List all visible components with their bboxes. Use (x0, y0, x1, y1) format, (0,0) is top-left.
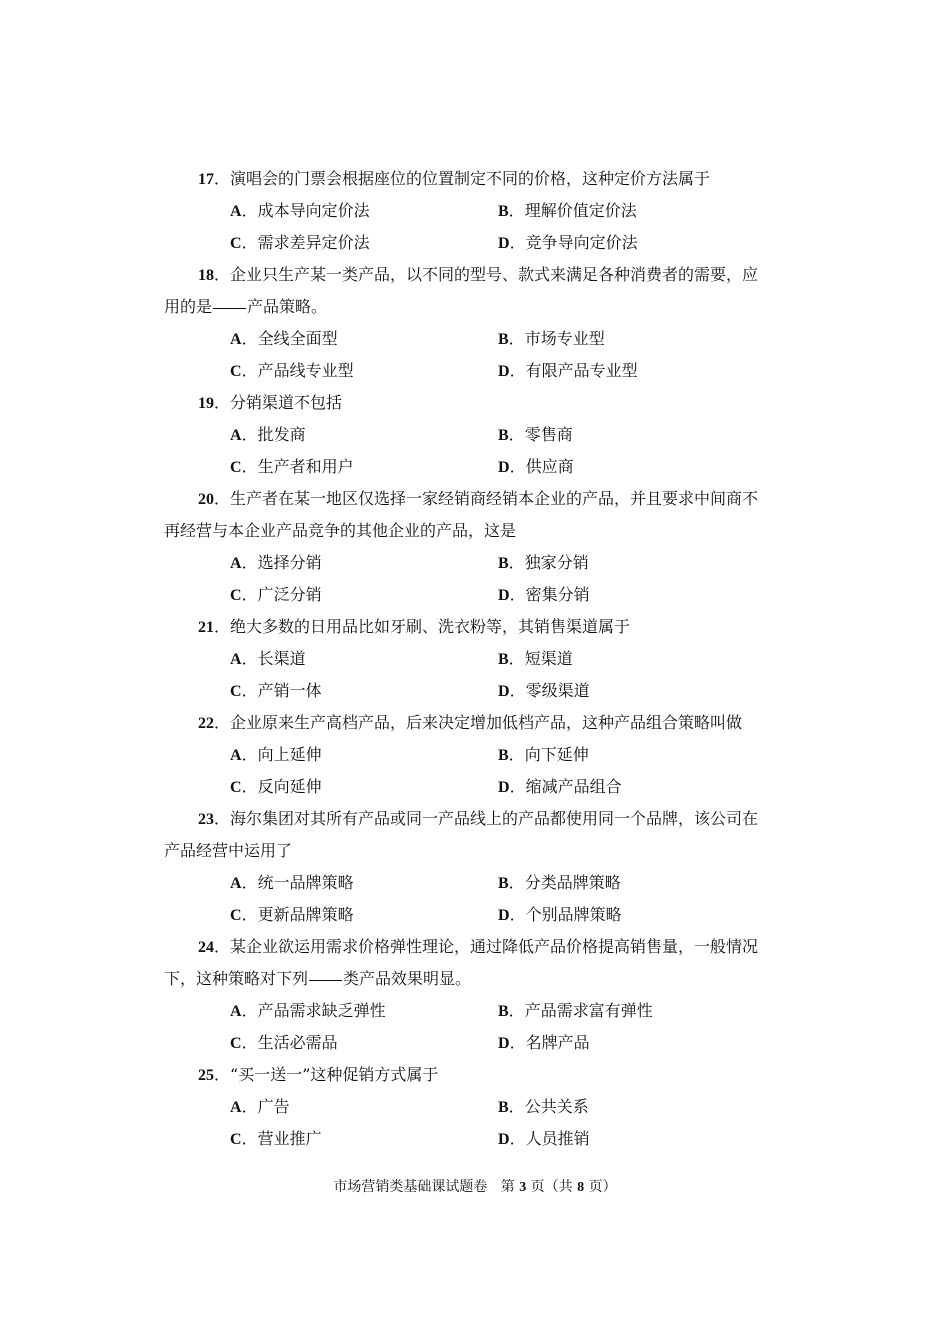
option-d: D．零级渠道 (498, 681, 590, 700)
option-b: B．理解价值定价法 (498, 201, 637, 220)
option-b: B．市场专业型 (498, 329, 605, 348)
page-footer: 市场营销类基础课试题卷 第 3 页（共 8 页） (333, 1179, 617, 1195)
option-a: A．成本导向定价法 (230, 201, 370, 220)
question-stem-continued: 产品经营中运用了 (164, 841, 293, 860)
option-b: B．产品需求富有弹性 (498, 1001, 653, 1020)
option-d: D．人员推销 (498, 1129, 590, 1148)
option-b: B．向下延伸 (498, 745, 589, 764)
option-d: D．个别品牌策略 (498, 905, 622, 924)
question-stem: 17．演唱会的门票会根据座位的位置制定不同的价格，这种定价方法属于 (198, 169, 711, 188)
question-stem: 22．企业原来生产高档产品，后来决定增加低档产品，这种产品组合策略叫做 (198, 713, 743, 732)
question-21 (164, 611, 790, 707)
total-pages: 8 (577, 1180, 585, 1195)
option-c: C．营业推广 (230, 1129, 322, 1148)
option-a: A．广告 (230, 1097, 290, 1116)
option-c: C．产品线专业型 (230, 361, 354, 380)
option-d: D．名牌产品 (498, 1033, 590, 1052)
option-b: B．零售商 (498, 425, 573, 444)
question-25 (164, 1059, 790, 1155)
option-d: D．供应商 (498, 457, 574, 476)
question-stem: 19．分销渠道不包括 (198, 393, 343, 412)
option-d: D．竞争导向定价法 (498, 233, 638, 252)
question-stem: 24．某企业欲运用需求价格弹性理论，通过降低产品价格提高销售量，一般情况 (198, 937, 759, 956)
question-stem: 25．“买一送一”这种促销方式属于 (198, 1065, 439, 1084)
question-list (164, 163, 790, 1155)
option-a: A．批发商 (230, 425, 306, 444)
question-23 (164, 803, 790, 931)
question-stem-continued: 下，这种策略对下列 类产品效果明显。 (164, 963, 790, 995)
option-d: D．缩减产品组合 (498, 777, 622, 796)
option-c: C．生活必需品 (230, 1033, 338, 1052)
option-c: C．需求差异定价法 (230, 233, 370, 252)
option-c: C．广泛分销 (230, 585, 322, 604)
question-stem: 23．海尔集团对其所有产品或同一产品线上的产品都使用同一个品牌，该公司在 (198, 809, 759, 828)
page-number: 3 (519, 1180, 527, 1195)
question-stem: 21．绝大多数的日用品比如牙刷、洗衣粉等，其销售渠道属于 (198, 617, 631, 636)
option-a: A．全线全面型 (230, 329, 338, 348)
question-stem-continued: 用的是 产品策略。 (164, 291, 790, 323)
question-stem-continued: 再经营与本企业产品竞争的其他企业的产品，这是 (164, 521, 517, 540)
option-d: D．密集分销 (498, 585, 590, 604)
answer-blank (309, 964, 342, 981)
option-c: C．产销一体 (230, 681, 322, 700)
option-c: C．生产者和用户 (230, 457, 354, 476)
option-c: C．更新品牌策略 (230, 905, 354, 924)
option-a: A．统一品牌策略 (230, 873, 354, 892)
question-stem: 18．企业只生产某一类产品，以不同的型号、款式来满足各种消费者的需要，应 (198, 265, 759, 284)
option-a: A．产品需求缺乏弹性 (230, 1001, 386, 1020)
question-22 (164, 707, 790, 803)
question-24 (164, 931, 790, 1059)
option-a: A．向上延伸 (230, 745, 322, 764)
option-b: B．分类品牌策略 (498, 873, 621, 892)
option-b: B．短渠道 (498, 649, 573, 668)
option-d: D．有限产品专业型 (498, 361, 638, 380)
question-20 (164, 483, 790, 611)
option-b: B．公共关系 (498, 1097, 589, 1116)
option-c: C．反向延伸 (230, 777, 322, 796)
option-a: A．选择分销 (230, 553, 322, 572)
question-17 (164, 163, 790, 259)
question-18 (164, 259, 790, 387)
question-stem: 20．生产者在某一地区仅选择一家经销商经销本企业的产品，并且要求中间商不 (198, 489, 759, 508)
question-19 (164, 387, 790, 483)
answer-blank (213, 292, 246, 309)
option-a: A．长渠道 (230, 649, 306, 668)
footer-title: 市场营销类基础课试题卷 (333, 1179, 488, 1195)
option-b: B．独家分销 (498, 553, 589, 572)
